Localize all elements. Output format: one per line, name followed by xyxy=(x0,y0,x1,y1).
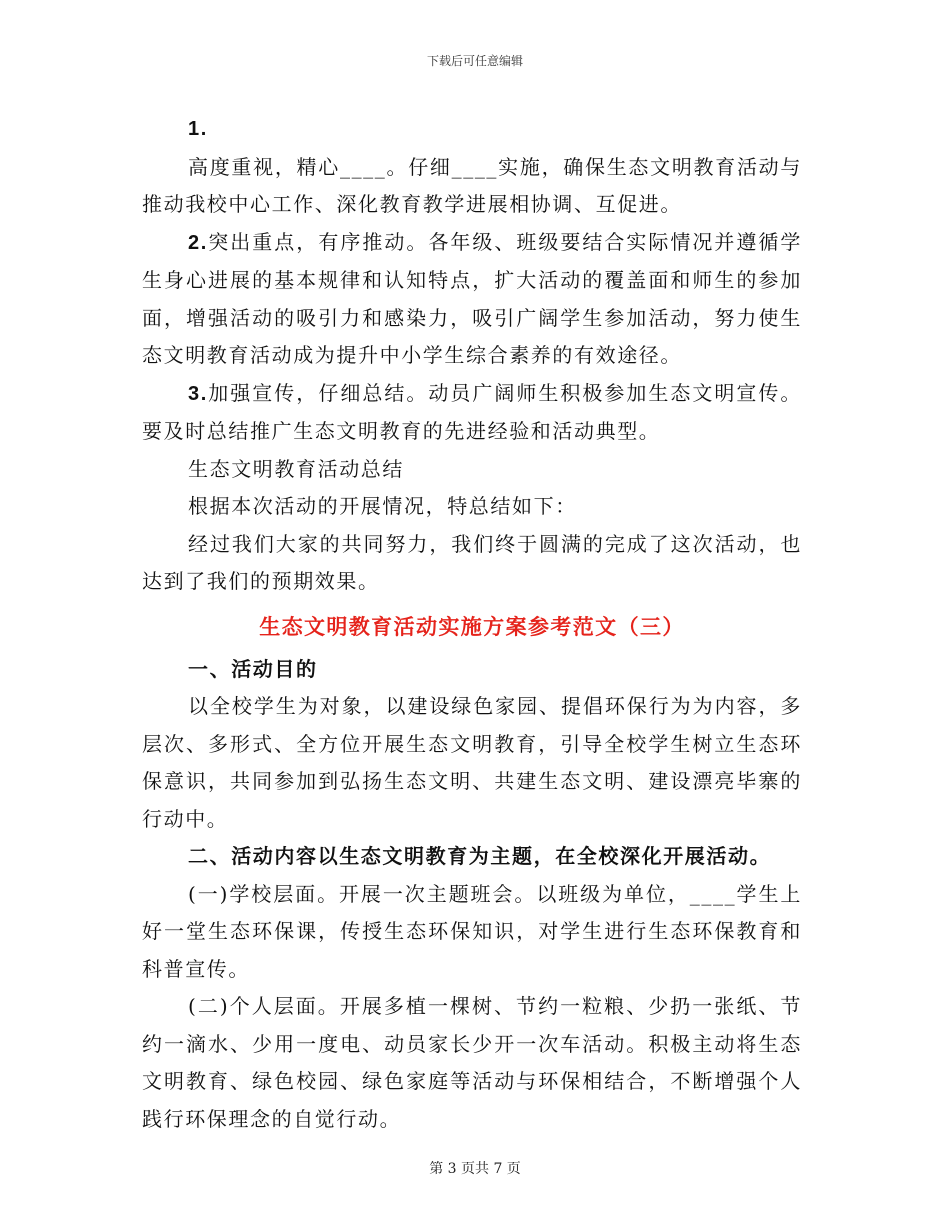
list-item-2-number: 2. xyxy=(188,231,208,254)
heading-activity-content: 二、活动内容以生态文明教育为主题，在全校深化开展活动。 xyxy=(188,844,772,868)
summary-paragraph-2: 经过我们大家的共同努力，我们终于圆满的完成了这次活动，也达到了我们的预期效果。 xyxy=(142,531,802,593)
list-item-1-number: 1. xyxy=(188,118,208,140)
list-item-3-text: 加强宣传，仔细总结。动员广阔师生积极参加生态文明宣传。要及时总结推广生态文明教育的先进经验和活动典型。 xyxy=(142,380,802,443)
section-title: 生态文明教育活动实施方案参考范文（三） xyxy=(259,613,685,639)
document-body xyxy=(142,110,802,1138)
list-item-3 xyxy=(142,375,802,451)
paragraph-activity-purpose: 以全校学生为对象，以建设绿色家园、提倡环保行为为内容，多层次、多形式、全方位开展生态文明教育，引导全校学生树立生态环保意识，共同参加到弘扬生态文明、共建生态文明、建设漂亮毕寨的行动中。 xyxy=(142,694,802,831)
page-number: 第 3 页共 7 页 xyxy=(429,1161,521,1177)
paragraph-school-level: (一)学校层面。开展一次主题班会。以班级为单位，____学生上好一堂生态环保课，传授生态环保知识，对学生进行生态环保教育和科普宣传。 xyxy=(142,881,802,981)
summary-paragraph-1: 根据本次活动的开展情况，特总结如下： xyxy=(188,494,577,518)
list-item-2-text: 突出重点，有序推动。各年级、班级要结合实际情况并遵循学生身心进展的基本规律和认知特点，扩大活动的覆盖面和师生的参加面，增强活动的吸引力和感染力，吸引广阔学生参加活动，努力使生态文明教育活动成为提升中小学生综合素养的有效途径。 xyxy=(142,229,802,367)
list-item-3-number: 3. xyxy=(188,382,208,405)
summary-title: 生态文明教育活动总结 xyxy=(188,456,404,481)
heading-activity-purpose: 一、活动目的 xyxy=(188,656,318,681)
paragraph-individual-level: (二)个人层面。开展多植一棵树、节约一粒粮、少扔一张纸、节约一滴水、少用一度电、动员家长少开一次车活动。积极主动将生态文明教育、绿色校园、绿色家庭等活动与环保相结合，不断增强个人践行环保理念的自觉行动。 xyxy=(142,994,802,1131)
list-item-1-text: 高度重视，精心____。仔细____实施，确保生态文明教育活动与推动我校中心工作、深化教育教学进展相协调、互促进。 xyxy=(142,154,802,216)
list-item-2 xyxy=(142,224,802,375)
page-header: 下载后可任意编辑 xyxy=(426,54,523,68)
